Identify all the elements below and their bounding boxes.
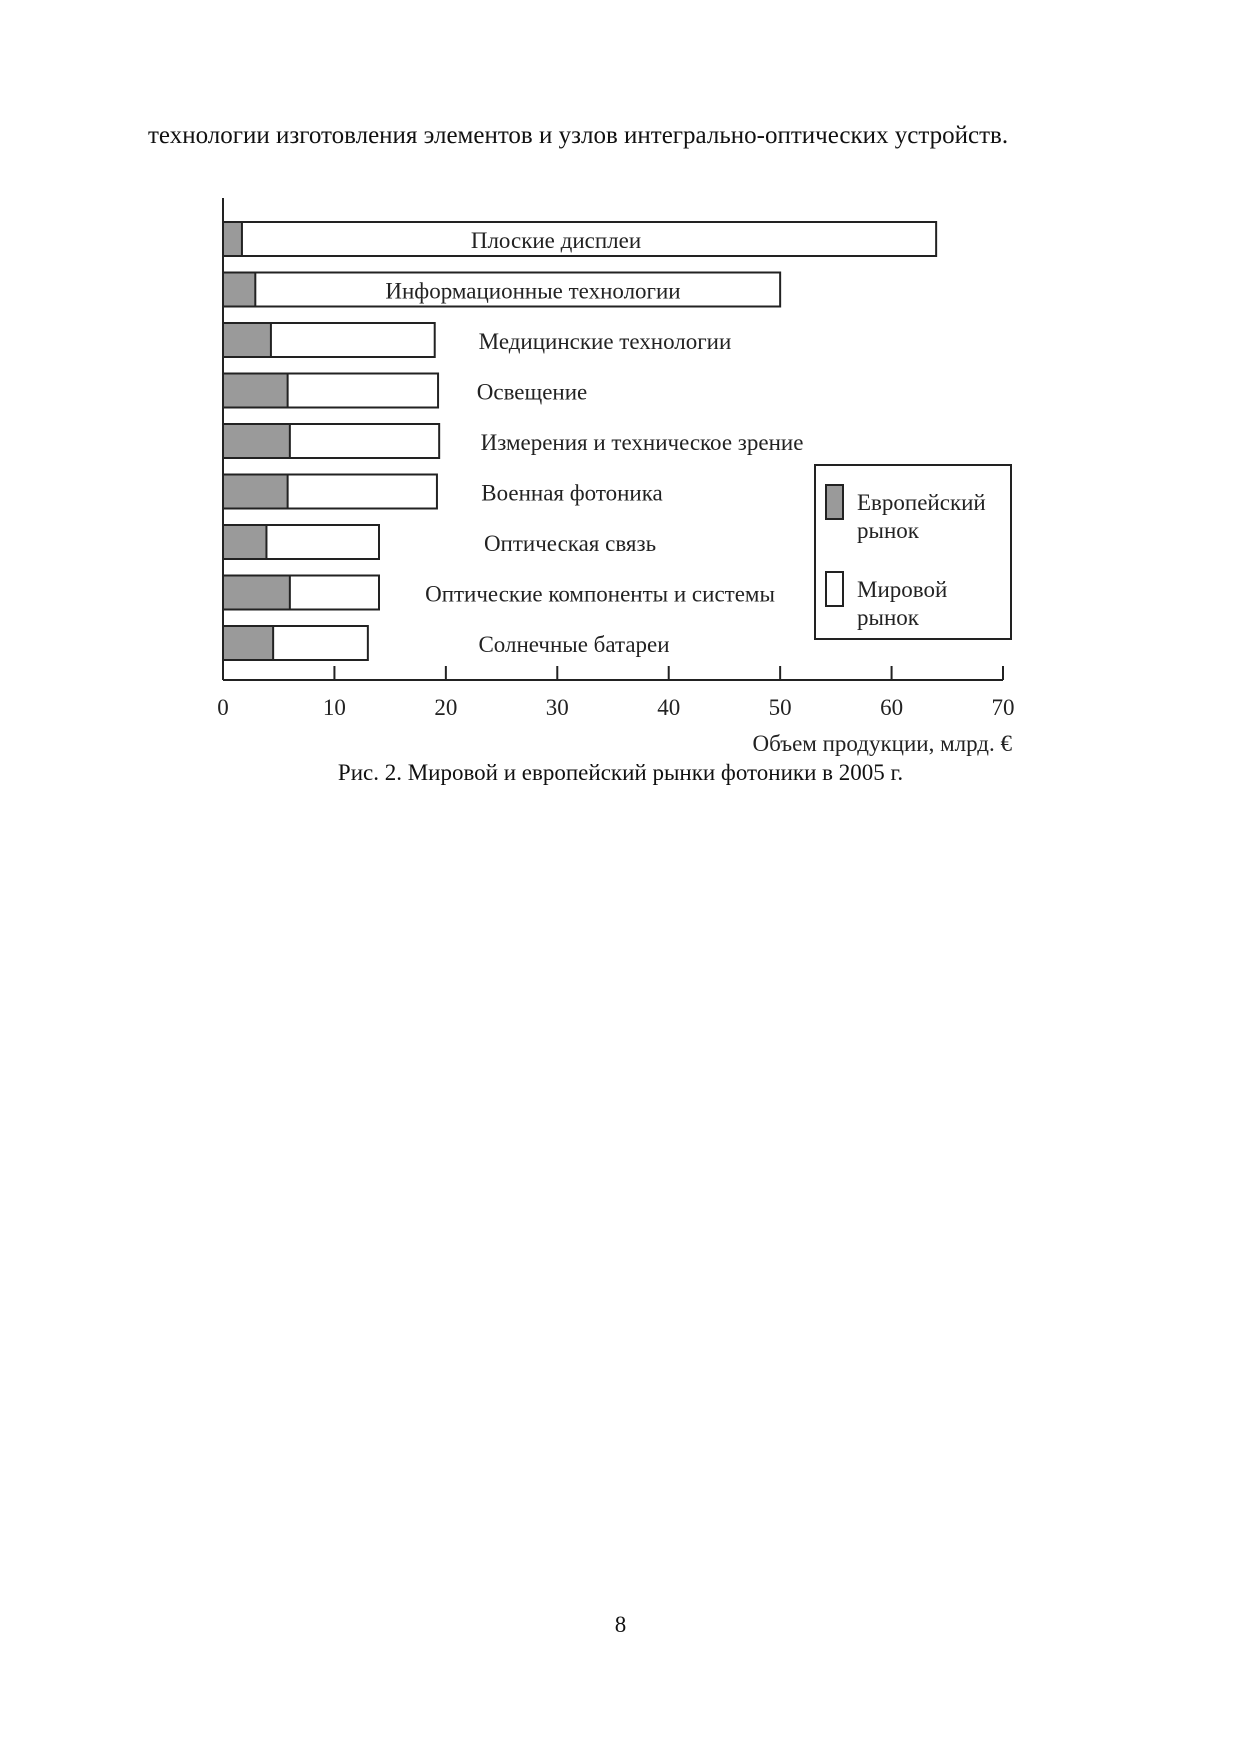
x-axis-label: Объем продукции, млрд. € — [752, 731, 1012, 756]
europe-market-bar-1 — [223, 222, 242, 256]
europe-market-bar-3 — [223, 323, 271, 357]
europe-market-bar-6 — [223, 475, 288, 509]
body-paragraph: технологии изготовления элементов и узлов интегрально-оптических устройств. — [148, 122, 1009, 149]
x-tick-label-20: 20 — [434, 695, 458, 720]
europe-market-bar-7 — [223, 525, 266, 559]
x-tick-label-50: 50 — [768, 695, 792, 720]
legend-label-world-1: Мировой — [857, 577, 948, 602]
category-label-9: Солнечные батареи — [478, 632, 670, 657]
category-label-3: Медицинские технологии — [478, 329, 732, 354]
legend-label-europe-2: рынок — [857, 518, 919, 543]
category-label-8: Оптические компоненты и системы — [425, 581, 775, 607]
legend-swatch-world — [826, 572, 843, 606]
legend-label-world-2: рынок — [857, 605, 919, 630]
category-label-4: Освещение — [476, 379, 588, 405]
x-tick-label-10: 10 — [322, 695, 346, 720]
x-tick-label-70: 70 — [991, 695, 1015, 720]
europe-market-bar-9 — [223, 626, 273, 660]
x-tick-label-60: 60 — [880, 695, 904, 720]
category-label-7: Оптическая связь — [483, 531, 657, 556]
europe-market-bar-2 — [223, 273, 255, 307]
legend-swatch-europe — [826, 485, 843, 519]
x-tick-label-30: 30 — [545, 695, 569, 720]
bar-chart — [0, 0, 1241, 760]
x-tick-label-40: 40 — [657, 695, 681, 720]
figure-caption: Рис. 2. Мировой и европейский рынки фотоники в 2005 г. — [337, 760, 904, 785]
x-tick-label-0: 0 — [217, 695, 229, 720]
category-label-2: Информационные технологии — [385, 278, 681, 304]
europe-market-bar-5 — [223, 424, 290, 458]
category-label-6: Военная фотоника — [481, 480, 663, 506]
category-label-1: Плоские дисплеи — [470, 228, 642, 253]
europe-market-bar-8 — [223, 576, 290, 610]
page-number: 8 — [614, 1612, 627, 1637]
category-label-5: Измерения и техническое зрение — [480, 430, 804, 455]
legend-label-europe-1: Европейский — [857, 490, 986, 515]
europe-market-bar-4 — [223, 374, 288, 408]
